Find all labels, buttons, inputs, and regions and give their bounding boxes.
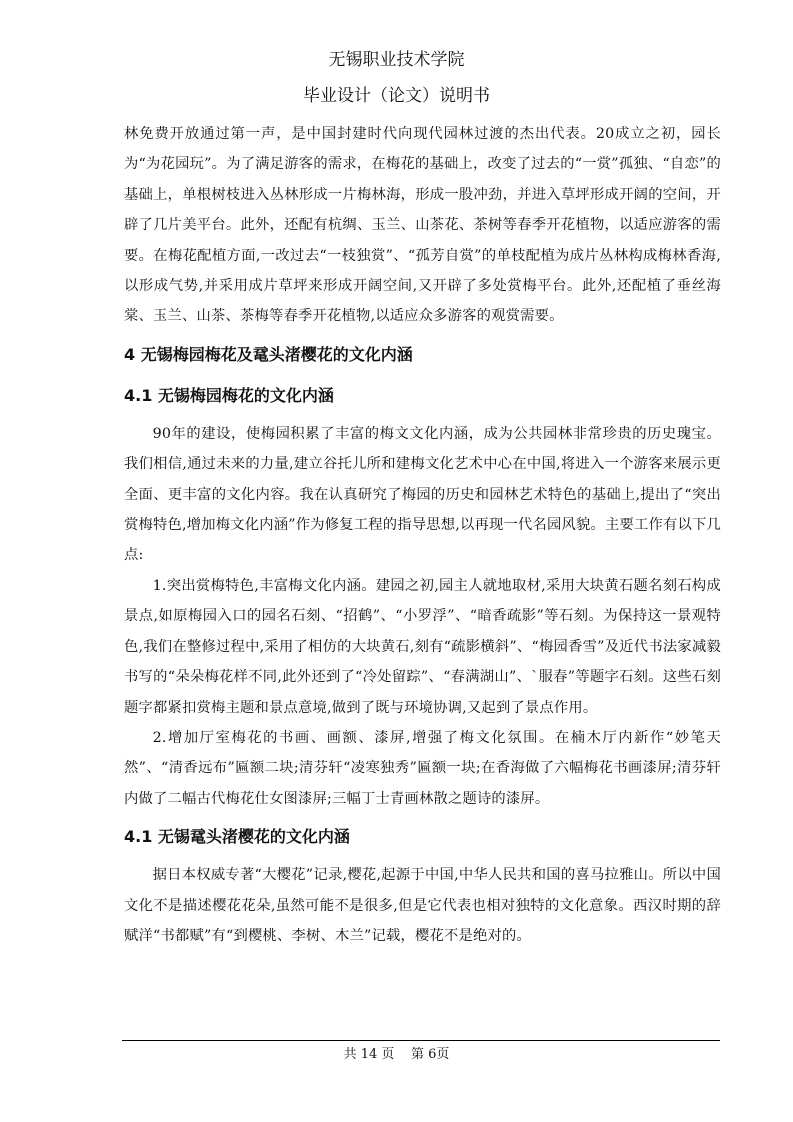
section-heading: 4 无锡梅园梅花及鼋头渚樱花的文化内涵 bbox=[124, 344, 413, 364]
footer-total-pages: 共 14 页 bbox=[343, 1047, 395, 1062]
section-heading: 4.1 无锡鼋头渚樱花的文化内涵 bbox=[124, 827, 350, 847]
header-document-type: 毕业设计（论文）说明书 bbox=[303, 86, 490, 106]
section-heading: 4.1 无锡梅园梅花的文化内涵 bbox=[124, 385, 334, 405]
body-paragraph: 2.增加厅室梅花的书画、画额、漆屏,增强了梅文化氛围。在楠木厅内新作“妙笔天然”、“清香远布”匾额二块;清芬轩“凌寒独秀”匾额一块;在香海做了六幅梅花书画漆屏;清芬轩内做了二幅古代梅花仕女图漆屏;三幅丁士青画林散之题诗的漆屏。 bbox=[124, 729, 721, 807]
page-footer bbox=[0, 1045, 793, 1065]
body-paragraph: 据日本权威专著“大樱花”记录,樱花,起源于中国,中华人民共和国的喜马拉雅山。所以中国文化不是描述樱花花朵,虽然可能不是很多,但是它代表也相对独特的文化意象。西汉时期的辞赋洋“书都赋”有“到樱桃、李树、木兰”记载，樱花不是绝对的。 bbox=[124, 867, 721, 944]
footer-divider bbox=[122, 1040, 720, 1041]
body-paragraph: 1.突出赏梅特色,丰富梅文化内涵。建园之初,园主人就地取材,采用大块黄石题名刻石构成景点,如原梅园入口的园名石刻、“招鹤”、“小罗浮”、“暗香疏影”等石刻。为保持这一景观特色,我们在整修过程中,采用了相仿的大块黄石,刻有“疏影横斜”、“梅园香雪”及近代书法家减毅书写的“朵朵梅花样不同,此外还到了“冷处留踪”、“春满湖山”、`服春”等题字石刻。这些石刻题字都紧扣赏梅主题和景点意境,做到了既与环境协调,又起到了景点作用。 bbox=[124, 577, 721, 716]
footer-current-page: 第 6页 bbox=[410, 1047, 450, 1062]
header-institution: 无锡职业技术学院 bbox=[328, 50, 465, 70]
body-paragraph: 林免费开放通过第一声，是中国封建时代向现代园林过渡的杰出代表。20成立之初，园长为“为花园玩”。为了满足游客的需求，在梅花的基础上，改变了过去的“一赏”孤独、“自恋”的基础上，单根树枝进入丛林形成一片梅林海，形成一股冲劲，并进入草坪形成开阔的空间，开辟了几片美平台。此外，还配有杭绸、玉兰、山茶花、茶树等春季开花植物，以适应游客的需要。在梅花配植方面,一改过去“一枝独赏”、“孤芳自赏”的单枝配植为成片丛林构成梅林香海,以形成气势,并采用成片草坪来形成开阔空间,又开辟了多处赏梅平台。此外,还配植了垂丝海棠、玉兰、山茶、茶梅等春季开花植物,以适应众多游客的观赏需要。 bbox=[124, 126, 721, 325]
body-paragraph: 90年的建设，使梅园积累了丰富的梅文文化内涵，成为公共园林非常珍贵的历史瑰宝。我们相信,通过未来的力量,建立谷托儿所和建梅文化艺术中心在中国,将进入一个游客来展示更全面、更丰富的文化内容。我在认真研究了梅园的历史和园林艺术特色的基础上,提出了“突出赏梅特色,增加梅文化内涵”作为修复工程的指导思想,以再现一代名园风貌。主要工作有以下几点: bbox=[124, 425, 721, 564]
document-body bbox=[124, 119, 721, 951]
